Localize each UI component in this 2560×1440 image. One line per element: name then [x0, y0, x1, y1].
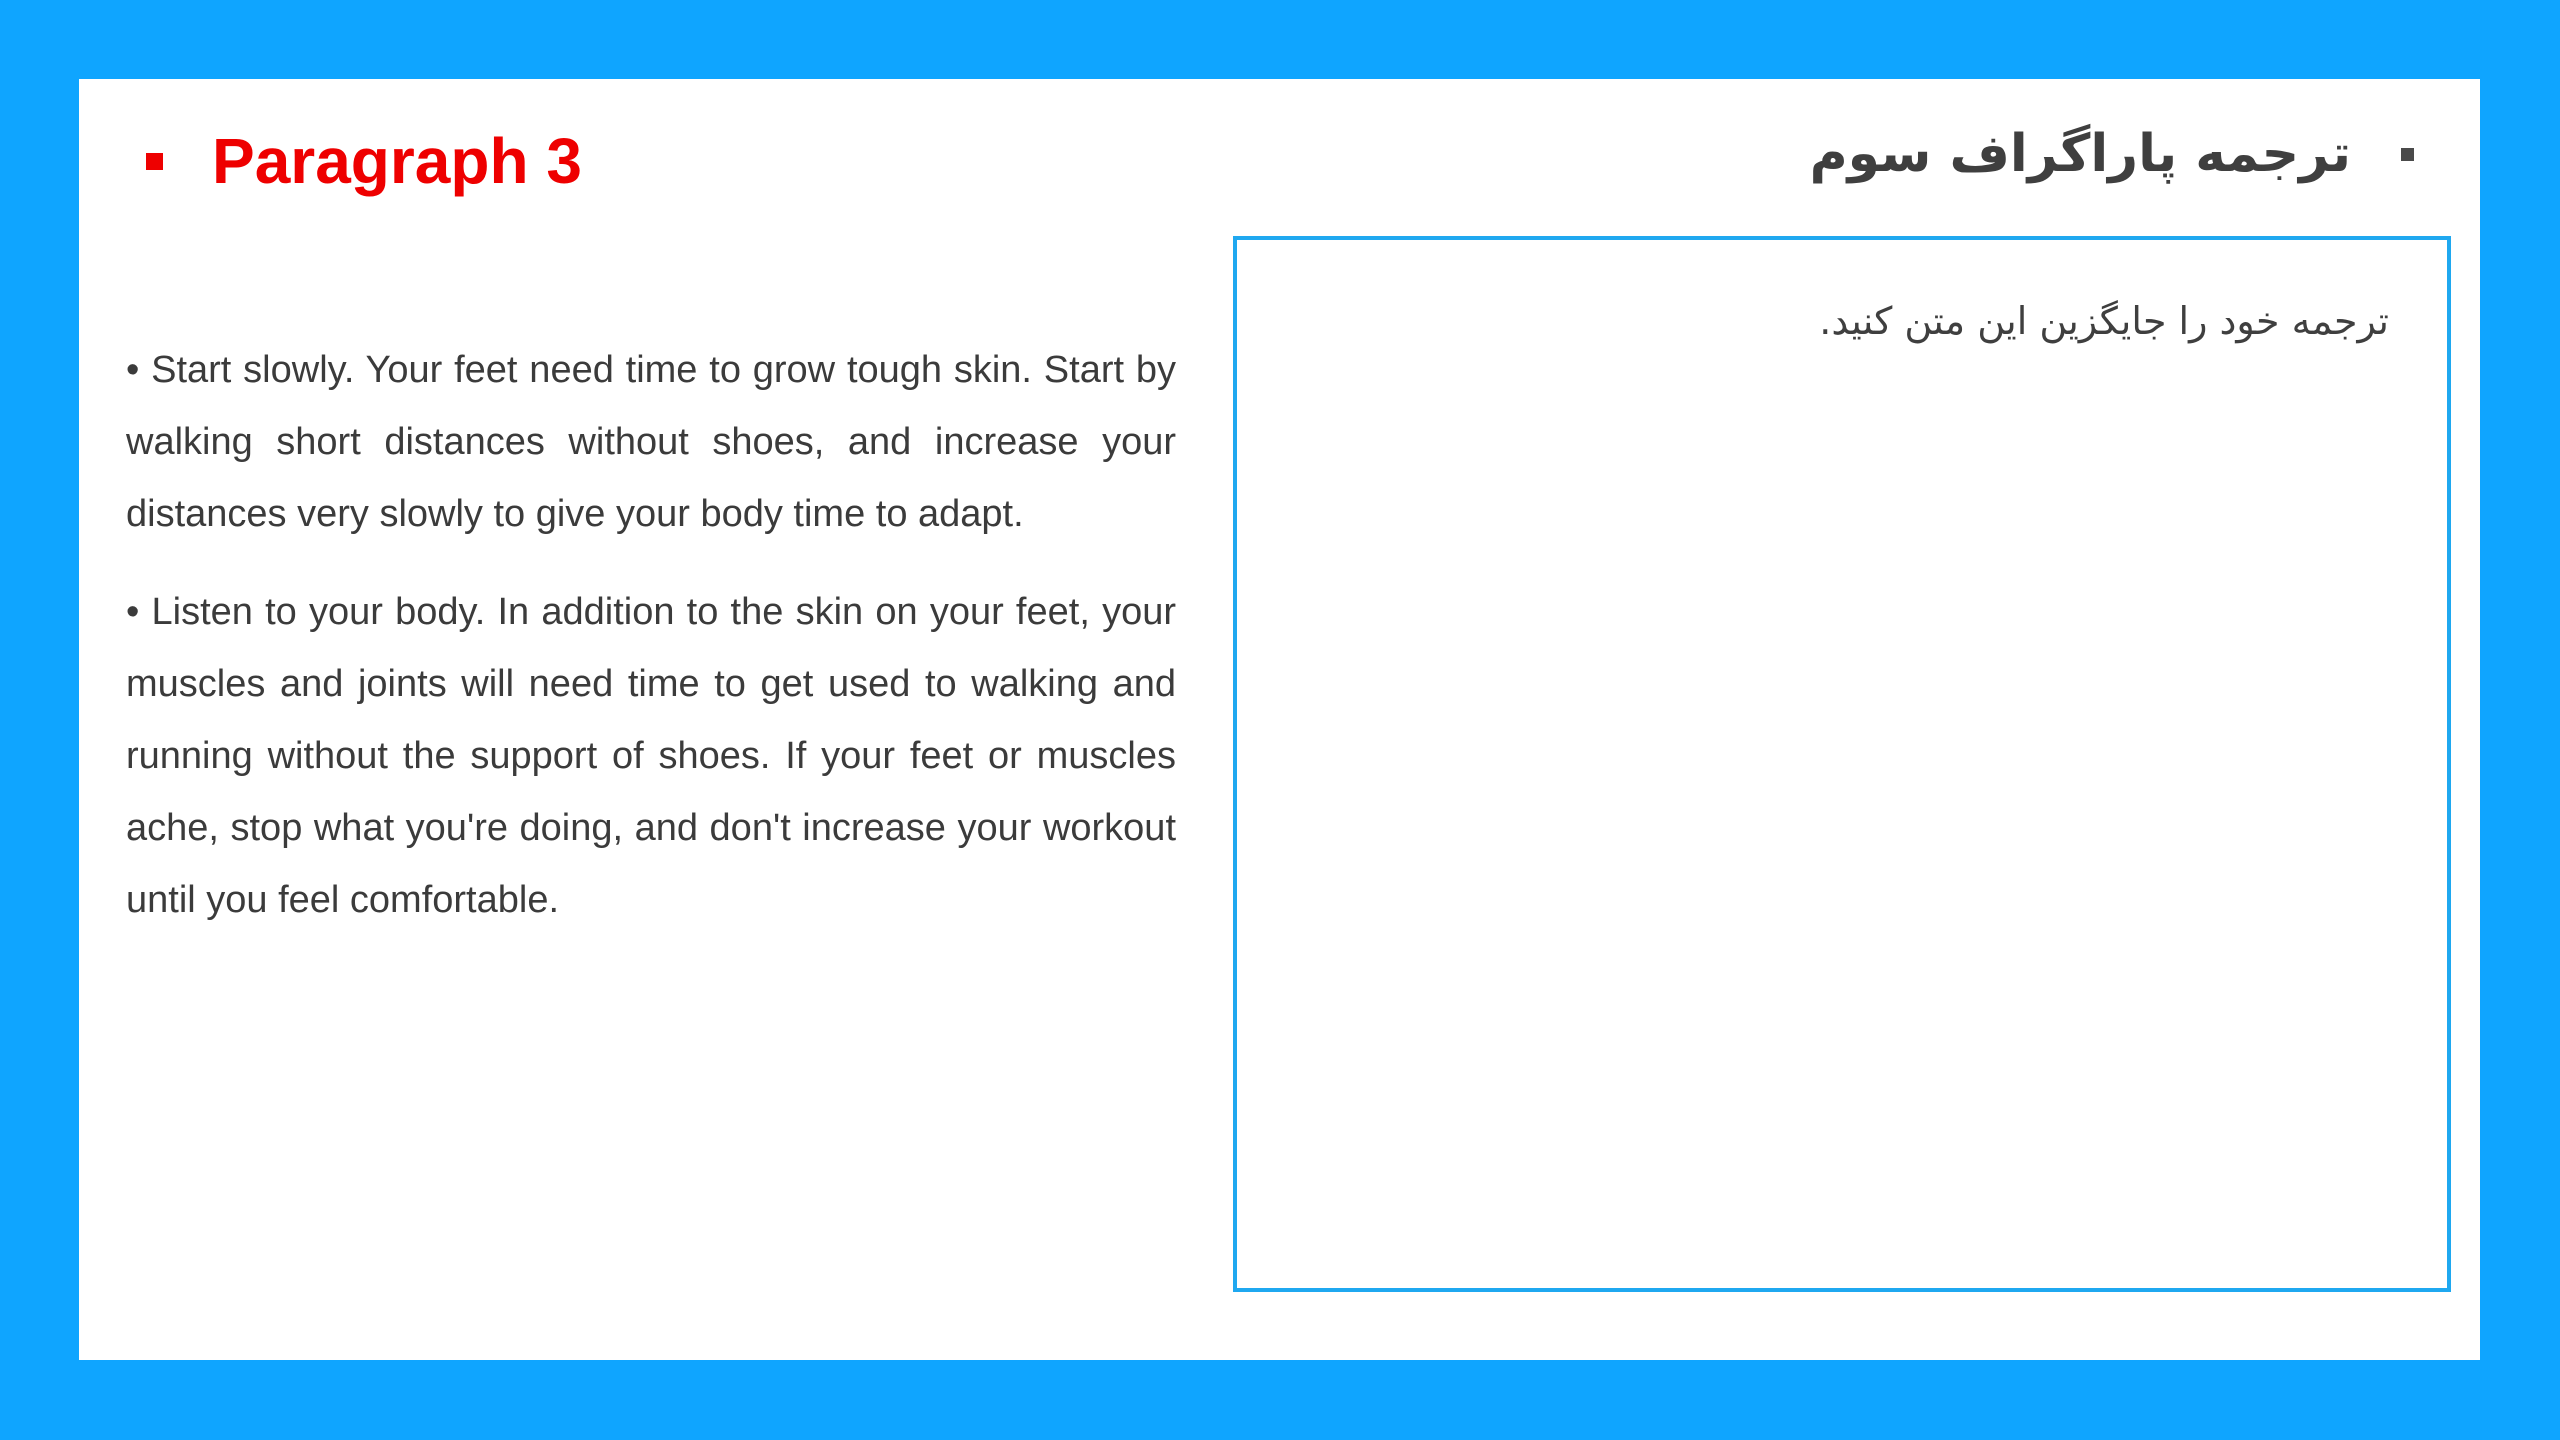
paragraph-point-1: • Start slowly. Your feet need time to grow tough skin. Start by walking short distances without shoes, and increase your distances very slowly to give your body time to adapt. [126, 349, 1176, 535]
paragraph-body [126, 334, 1176, 962]
translation-box[interactable] [1233, 236, 2451, 1292]
paragraph-title: Paragraph 3 [212, 125, 582, 197]
translation-placeholder-text[interactable]: ترجمه خود را جایگزین این متن کنید. [1819, 299, 2389, 343]
paragraph-point-2: • Listen to your body. In addition to the skin on your feet, your muscles and joints will need time to get used to walking and running without the support of shoes. If your feet or muscles ache, stop what you're doing, and don't increase your workout until you feel comfortable. [126, 591, 1176, 921]
slide [79, 79, 2480, 1360]
gray-square-bullet-icon [2401, 148, 2414, 161]
paragraph-heading [146, 123, 582, 200]
translation-title: ترجمه پاراگراف سوم [1809, 124, 2351, 184]
red-square-bullet-icon [146, 153, 163, 170]
translation-heading [1810, 123, 2414, 185]
